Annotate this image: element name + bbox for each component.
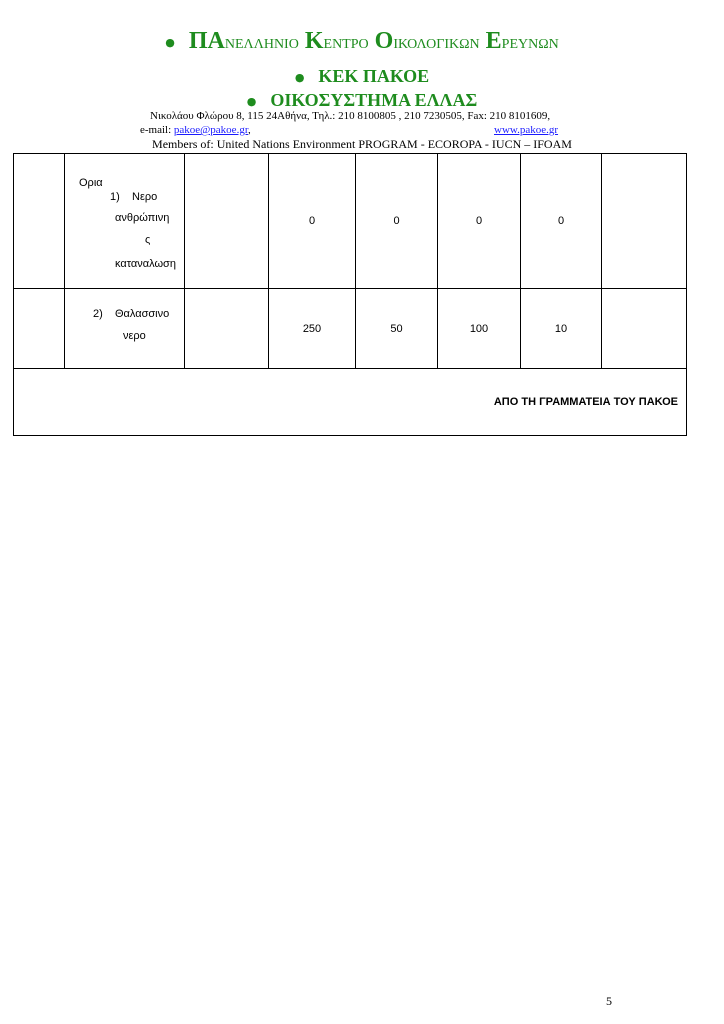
org-name-initial: Κ: [304, 28, 324, 54]
org-name-initial: Ο: [374, 28, 394, 54]
table-row: [14, 369, 687, 436]
org-name-word: ΝΕΛΛΗΝΙΟ: [224, 37, 299, 52]
org-name-word: ΙΚΟΛΟΓΙΚΩΝ: [393, 37, 480, 52]
row-label-text: νερο: [123, 330, 146, 342]
limits-title: Ορια: [79, 177, 103, 189]
row-label-cell: [65, 154, 185, 289]
row-label-text: ανθρώπινη: [115, 212, 170, 224]
value-cell: 0: [356, 154, 438, 289]
row-label-cell: [65, 289, 185, 369]
row-label-text: καταναλωση: [115, 258, 176, 270]
value-cell: 50: [356, 289, 438, 369]
value-cell: 0: [521, 154, 602, 289]
table-cell: [602, 154, 687, 289]
org-name-word: ΡΕΥΝΩΝ: [501, 37, 559, 52]
table-cell: [185, 154, 269, 289]
org-subtitle-ecosystem: [0, 90, 724, 111]
page-number: 5: [606, 994, 612, 1008]
org-name-initial: Ε: [485, 28, 502, 54]
website-link[interactable]: www.pakoe.gr: [494, 124, 559, 136]
value-cell: 0: [269, 154, 356, 289]
secretariat-note: ΑΠΟ ΤΗ ΓΡΑΜΜΑΤΕΙΑ ΤΟΥ ΠΑΚΟΕ: [14, 369, 687, 436]
members-line: Members of: United Nations Environment PROGRAM - ECOROPA - IUCN – IFOAM: [152, 137, 572, 151]
bullet-icon: ●: [246, 95, 257, 109]
value-cell: 250: [269, 289, 356, 369]
email-link[interactable]: pakoe@pakoe.gr: [173, 124, 249, 136]
bullet-icon: ●: [165, 35, 175, 49]
value-cell: 100: [438, 289, 521, 369]
table-cell: [602, 289, 687, 369]
org-name-word: ΕΝΤΡΟ: [323, 37, 369, 52]
table-cell: [185, 289, 269, 369]
table-row: [14, 289, 687, 369]
email-label: e-mail:: [140, 124, 172, 136]
org-subtitle-text: ΟΙΚΟΣΥΣΤΗΜΑ ΕΛΛΑΣ: [270, 90, 478, 110]
org-name-line: [0, 28, 724, 55]
org-subtitle-kek: [0, 66, 724, 87]
org-name-initial: ΠΑ: [188, 28, 225, 54]
bullet-icon: ●: [294, 71, 305, 85]
row-label-text: Θαλασσινο: [115, 308, 170, 320]
address-line: Νικολάου Φλώρου 8, 115 24Αθήνα, Τηλ.: 210 8100805 , 210 7230505, Fax: 210 8101609,: [150, 110, 551, 122]
value-cell: 10: [521, 289, 602, 369]
org-subtitle-text: ΚΕΚ ΠΑΚΟΕ: [318, 66, 430, 86]
row-label-text: Νερο: [132, 191, 158, 203]
table-cell: [14, 289, 65, 369]
table-row: [14, 154, 687, 289]
comma: ,: [248, 124, 251, 136]
contact-line: [140, 124, 580, 136]
row-label-text: ς: [145, 234, 151, 246]
table-cell: [14, 154, 65, 289]
limits-table: [13, 153, 687, 436]
value-cell: 0: [438, 154, 521, 289]
item-number: 2): [93, 308, 103, 320]
item-number: 1): [110, 191, 120, 203]
